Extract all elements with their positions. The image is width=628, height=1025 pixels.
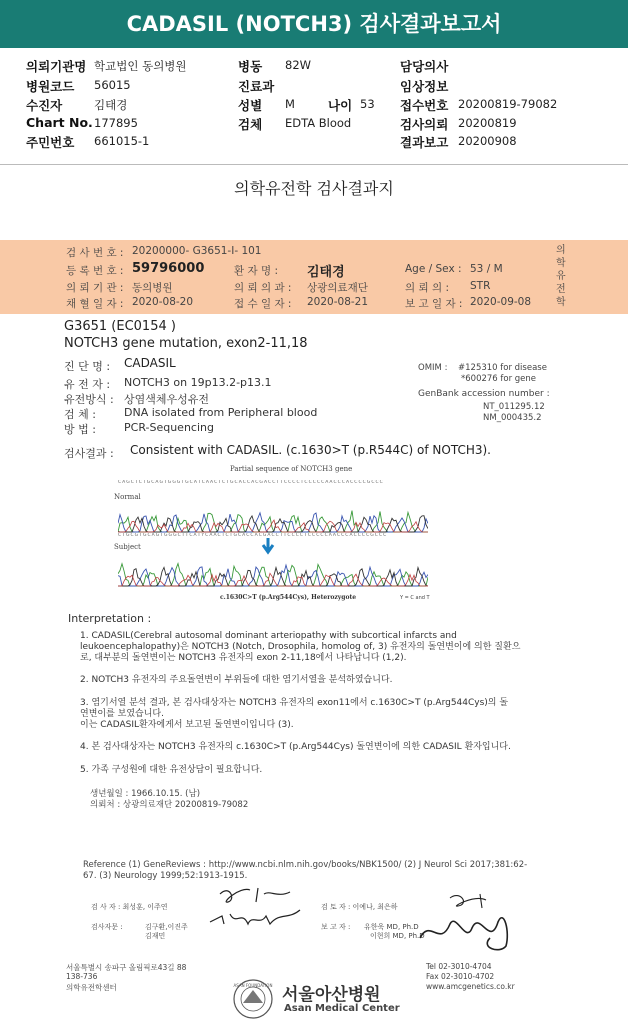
- institution-value: 학교법인 동의병원: [94, 59, 187, 73]
- interp-line-3: 로, 대부분의 돌연변이는 NOTCH3 유전자의 exon 2-11,18에서 나타납니다 (1,2).: [80, 653, 407, 663]
- req-org: 동의병원: [132, 282, 173, 294]
- exam-no: 20200000- G3651-I- 101: [132, 245, 262, 257]
- center-name: 의학유전학센터: [66, 983, 117, 992]
- clinical-label: 임상정보: [400, 79, 449, 94]
- interp-line-2: leukoencephalopathy)은 NOTCH3 (Notch, Drosophila, homolog of, 3) 유전자의 돌연변이에 의한 질환으: [80, 642, 521, 652]
- test-name: NOTCH3 gene mutation, exon2-11,18: [64, 336, 308, 351]
- genbank-1: NT_011295.12: [483, 402, 545, 412]
- advisor-2: 김재민: [145, 932, 166, 940]
- reporter-2: 이현희 MD, Ph.D: [370, 932, 425, 940]
- advisor-label: 검사자문 :: [91, 923, 123, 931]
- diagnosis: CADASIL: [124, 356, 176, 370]
- reporter-1: 유한욱 MD, Ph.D: [364, 923, 419, 931]
- figure-caption: c.1630C>T (p.Arg544Cys), Heterozygote: [220, 594, 357, 601]
- reference-1: Reference (1) GeneReviews : http://www.ncbi.nlm.nih.gov/books/NBK1500/ (2) J Neurol Sci 2017;381:62-: [83, 860, 528, 870]
- exam-no-label: 검 사 번 호 :: [66, 247, 124, 259]
- receipt-value: 20200819-79082: [458, 97, 558, 111]
- result: Consistent with CADASIL. (c.1630>T (p.R544C) of NOTCH3).: [130, 443, 491, 457]
- interp-line-4: 2. NOTCH3 유전자의 주요돌연변이 부위들에 대한 염기서열을 분석하였습니다.: [80, 675, 393, 685]
- reg-no-label: 등 록 번 호 :: [66, 265, 124, 277]
- band-doctor: STR: [470, 280, 491, 292]
- sex-value: M: [285, 97, 295, 111]
- logo-english: Asan Medical Center: [284, 1003, 400, 1014]
- specimen-label: 검체: [238, 117, 263, 132]
- figure-normal-label: Normal: [114, 493, 141, 501]
- fax: Fax 02-3010-4702: [426, 972, 495, 981]
- figure-subject-label: Subject: [114, 543, 141, 551]
- report-date-label: 결과보고: [400, 135, 449, 150]
- reference-2: 67. (3) Neurology 1999;52:1913-1915.: [83, 871, 248, 881]
- interp-line-5: 3. 염기서열 분석 결과, 본 검사대상자는 NOTCH3 유전자의 exon11에서 c.1630C>T (p.Arg544Cys)의 돌: [80, 698, 509, 708]
- side-label: 의학유전학: [556, 245, 566, 308]
- genbank-label: GenBank accession number :: [418, 389, 550, 399]
- mutation-arrow-icon: [263, 538, 273, 552]
- genbank-2: NM_000435.2: [483, 413, 542, 423]
- req-org-label: 의 뢰 기 관 :: [66, 282, 124, 294]
- interp-line-7: 이는 CADASIL환자에게서 보고된 돌연변이입니다 (3).: [80, 720, 294, 730]
- doctor-label: 담당의사: [400, 59, 449, 74]
- resident-value: 661015-1: [94, 134, 150, 148]
- specimen-label-2: 검 체 :: [64, 408, 96, 421]
- dept-label: 진료과: [238, 79, 275, 94]
- result-label: 검사결과 :: [64, 447, 114, 460]
- reporter-label: 보 고 자 :: [321, 923, 351, 931]
- figure-title: Partial sequence of NOTCH3 gene: [230, 465, 353, 473]
- inherit-label: 유전방식 :: [64, 393, 114, 406]
- chromatogram: [118, 486, 428, 591]
- trace-subject-green: [118, 564, 428, 587]
- inherit: 상염색체우성유전: [124, 393, 210, 406]
- trace-subject-black: [118, 567, 428, 586]
- logo-korean: 서울아산병원: [282, 985, 381, 1005]
- requester: 의뢰처 : 상광의료재단 20200819-79082: [90, 800, 249, 810]
- report-date-value: 20200908: [458, 134, 517, 148]
- interp-line-6: 연변이를 보였습니다.: [80, 709, 164, 719]
- resident-label: 주민번호: [26, 135, 75, 150]
- sex-label: 성별: [238, 98, 263, 113]
- interp-line-9: 5. 가족 구성원에 대한 유전상담이 필요합니다.: [80, 765, 263, 775]
- diagnosis-label: 진 단 명 :: [64, 360, 111, 373]
- recipient-value: 김태경: [94, 98, 128, 112]
- hospital-code-value: 56015: [94, 78, 131, 92]
- patient-label: 환 자 명 :: [234, 265, 278, 277]
- website: www.amcgenetics.co.kr: [426, 982, 515, 991]
- band-report-label: 보 고 일 자 :: [405, 298, 463, 310]
- signature-examiner: [200, 880, 310, 940]
- omim-label: OMIM :: [418, 363, 448, 373]
- scan-title: 의학유전학 검사결과지: [234, 179, 394, 198]
- receipt-label: 접수번호: [400, 98, 449, 113]
- gene: NOTCH3 on 19p13.2-p13.1: [124, 376, 272, 389]
- method-label: 방 법 :: [64, 423, 96, 436]
- report-title: CADASIL (NOTCH3) 검사결과보고서: [126, 12, 502, 36]
- chart-label: Chart No.: [26, 115, 93, 130]
- interp-line-8: 4. 본 검사대상자는 NOTCH3 유전자의 c.1630C>T (p.Arg544Cys) 돌연변이에 의한 CADASIL 환자입니다.: [80, 742, 511, 752]
- gene-label: 유 전 자 :: [64, 378, 111, 391]
- signature-reporter: [410, 888, 520, 958]
- reviewer: 검 토 자 : 이예나, 최은하: [321, 903, 398, 911]
- specimen-value: EDTA Blood: [285, 116, 352, 130]
- advisor-1: 김구환,이진주: [145, 923, 188, 931]
- sequence-normal: C A G C T C T G C A G T G G G T G C A T C A A C T C T G C A C C A C G A C C T T C C C C T C C C C C A A C C C A C C C C G C C C: [118, 480, 383, 485]
- request-label: 검사의뢰: [400, 117, 449, 132]
- ref-org-label: 의 뢰 의 과 :: [234, 282, 292, 294]
- ref-org: 상광의료재단: [307, 282, 368, 294]
- band-doctor-label: 의 뢰 의 :: [405, 282, 449, 294]
- patient-name: 김태경: [307, 265, 345, 280]
- receive-date: 2020-08-21: [307, 296, 369, 308]
- age-value: 53: [360, 97, 375, 111]
- tel: Tel 02-3010-4704: [426, 962, 492, 971]
- hospital-code-label: 병원코드: [26, 79, 75, 94]
- ward-label: 병동: [238, 59, 263, 74]
- seal-text: ASAN FOUNDATION: [233, 983, 273, 988]
- birth-date: 생년월일 : 1966.10.15. (남): [90, 789, 201, 799]
- omim-1: #125310 for disease: [458, 363, 547, 373]
- age-sex-label: Age / Sex :: [405, 263, 462, 275]
- institution-label: 의뢰기관명: [26, 59, 87, 74]
- specimen-2: DNA isolated from Peripheral blood: [124, 406, 318, 419]
- age-sex: 53 / M: [470, 263, 503, 275]
- request-value: 20200819: [458, 116, 517, 130]
- foundation-seal-icon: [232, 978, 274, 1020]
- reg-no: 59796000: [132, 261, 205, 276]
- omim-2: *600276 for gene: [461, 374, 537, 384]
- examiner: 검 사 자 : 최성훈, 이주연: [91, 903, 168, 911]
- test-code: G3651 (EC0154 ): [64, 319, 176, 334]
- receive-label: 접 수 일 자 :: [234, 298, 292, 310]
- method: PCR-Sequencing: [124, 421, 214, 434]
- divider: [0, 164, 628, 165]
- collect-date: 2020-08-20: [132, 296, 194, 308]
- recipient-label: 수진자: [26, 98, 63, 113]
- sequence-subject: C T G C G T G C A G T G G G C T T C A T Y C A A C T C T G C A C C A C G A C C T T C C C C T C C C C C A A C C C A C C C C G C C C: [118, 533, 387, 538]
- age-label: 나이: [328, 98, 353, 113]
- address-1: 서울특별시 송파구 올림픽로43길 88: [66, 963, 187, 972]
- interp-line-1: 1. CADASIL(Cerebral autosomal dominant arteriopathy with subcortical infarcts and: [80, 631, 457, 641]
- chart-value: 177895: [94, 116, 138, 130]
- ward-value: 82W: [285, 58, 312, 72]
- interp-title: Interpretation :: [68, 612, 152, 625]
- collect-label: 채 혈 일 자 :: [66, 298, 124, 310]
- address-2: 138-736: [66, 972, 98, 981]
- band-report-date: 2020-09-08: [470, 296, 532, 308]
- figure-legend: Y = C and T: [400, 595, 430, 601]
